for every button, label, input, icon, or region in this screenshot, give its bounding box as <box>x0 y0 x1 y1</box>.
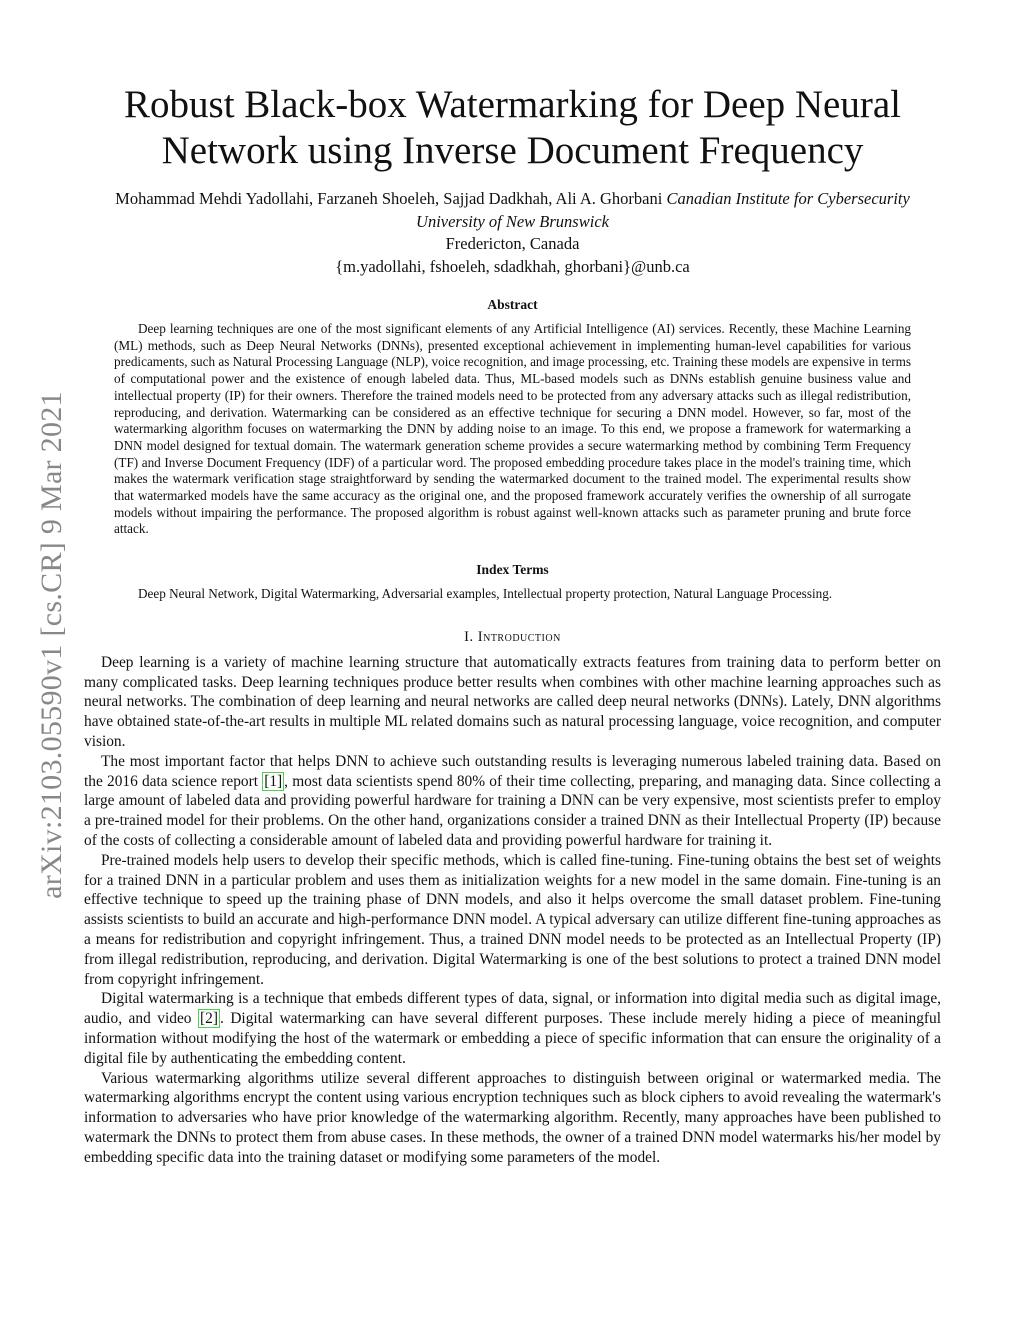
abstract-heading: Abstract <box>487 297 538 312</box>
intro-p4-text-b: . Digital watermarking can have several different purposes. These include merely hiding a piece of meaningful information without modifying the host of the watermark or embedding a piece of specific information that can ensure the originality of a digital file by authenticating the embedding content. <box>84 1010 941 1067</box>
intro-paragraph-4 <box>84 989 941 1068</box>
introduction-heading <box>84 629 941 646</box>
index-terms-text: Deep Neural Network, Digital Watermarking, Adversarial examples, Intellectual property protection, Natural Language Processing. <box>138 586 833 602</box>
section-title: Introduction <box>477 628 561 645</box>
intro-paragraph-2 <box>84 752 941 851</box>
intro-p4-text-a: Digital watermarking is a technique that embeds different types of data, signal, or information into digital media such as digital image, audio, and video <box>84 990 941 1028</box>
paper-title: Robust Black-box Watermarking for Deep Neural Network using Inverse Document Frequency <box>124 83 901 172</box>
author-block <box>84 188 941 278</box>
introduction-body <box>84 653 941 1168</box>
section-number: I. <box>464 628 478 645</box>
citation-link-2[interactable]: [2] <box>200 1010 218 1028</box>
arxiv-stamp: arXiv:2103.05590v1 [cs.CR] 9 Mar 2021 <box>35 391 68 899</box>
intro-p2-text-a: The most important factor that helps DNN to achieve such outstanding results is leveraging numerous labeled training data. Based on the 2016 data science report <box>84 752 941 790</box>
author-university: University of New Brunswick <box>416 211 609 231</box>
intro-paragraph-5: Various watermarking algorithms utilize several different approaches to distinguish between original or watermarked media. The watermarking algorithms encrypt the content using various encryption techniques such as block ciphers to avoid revealing the watermark's information to adversaries who have prior knowledge of the watermarking algorithm. Recently, many approaches have been published to watermark the DNNs to protect them from abuse cases. In these methods, the owner of a trained DNN model watermarks his/her model by embedding specific data into the training dataset or modifying some parameters of the model. <box>84 1069 941 1166</box>
author-institute: Canadian Institute for Cybersecurity <box>666 189 910 208</box>
abstract-text: Deep learning techniques are one of the most significant elements of any Artificial Intelligence (AI) services. Recently, these Machine Learning (ML) methods, such as Deep Neural Networks (DNNs), presented exceptional achievement in implementing human-level capabilities for various predicaments, such as Natural Processing Language (NLP), voice recognition, and image processing, etc. Training these models are expensive in terms of computational power and the existence of enough labeled data. Thus, ML-based models such as DNNs establish genuine business value and intellectual property (IP) for their owners. Therefore the trained models need to be protected from any adversary attacks such as illegal redistribution, reproducing, and derivation. Watermarking can be considered as an effective technique for securing a DNN model. However, so far, most of the watermarking algorithm focuses on watermarking the DNN by adding noise to an image. To this end, we propose a framework for watermarking a DNN model designed for textual domain. The watermark generation scheme provides a secure watermarking method by combining Term Frequency (TF) and Inverse Document Frequency (IDF) of a particular word. The proposed embedding procedure takes place in the model's training time, which makes the watermark verification stage straightforward by sending the watermarked document to the trained model. The experimental results show that watermarked models have the same accuracy as the original one, and the proposed framework accurately verifies the ownership of all surrogate models without impairing the performance. The proposed algorithm is robust against well-known attacks such as parameter pruning and brute force attack. <box>114 321 911 537</box>
author-location: Fredericton, Canada <box>445 234 580 253</box>
author-names: Mohammad Mehdi Yadollahi, Farzaneh Shoeleh, Sajjad Dadkhah, Ali A. Ghorbani <box>115 189 663 208</box>
intro-paragraph-1: Deep learning is a variety of machine learning structure that automatically extracts features from training data to perform better on many complicated tasks. Deep learning techniques produce better results when combines with other machine learning approaches such as neural networks. The combination of deep learning and neural networks are called deep neural networks (DNNs). Lately, DNN algorithms have obtained state-of-the-art results in multiple ML related domains such as natural processing language, voice recognition, and computer vision. <box>84 653 941 751</box>
intro-paragraph-3: Pre-trained models help users to develop their specific methods, which is called fine-tuning. Fine-tuning obtains the best set of weights for a trained DNN in a particular problem and uses them as initialization weights for a new model in the same domain. Fine-tuning is an effective technique to speed up the training phase of DNN models, and also it helps overcome the small dataset problem. Fine-tuning assists scientists to build an accurate and high-performance DNN model. A typical adversary can utilize different fine-tuning approaches as a means for redistribution and copyright infringement. Thus, a trained DNN model needs to be protected as an Intellectual Property (IP) from illegal redistribution, reproducing, and derivation. Digital Watermarking is one of the best solutions to protect a trained DNN model from copyright infringement. <box>84 851 941 988</box>
paper-page <box>84 82 941 1168</box>
citation-link-1[interactable]: [1] <box>264 772 283 790</box>
index-terms-heading: Index Terms <box>476 562 549 578</box>
intro-p2-text-b: , most data scientists spend 80% of their time collecting, preparing, and managing data. Since collecting a large amount of labeled data and providing powerful hardware for training a DNN can be very expensive, most scientists prefer to employ a pre-trained model for their problems. On the other hand, organizations consider a trained DNN as their Intellectual Property (IP) because of the costs of collecting a considerable amount of labeled data and providing powerful hardware for training it. <box>84 772 941 850</box>
author-emails[interactable]: {m.yadollahi, fshoeleh, sdadkhah, ghorbani}@unb.ca <box>335 256 690 276</box>
